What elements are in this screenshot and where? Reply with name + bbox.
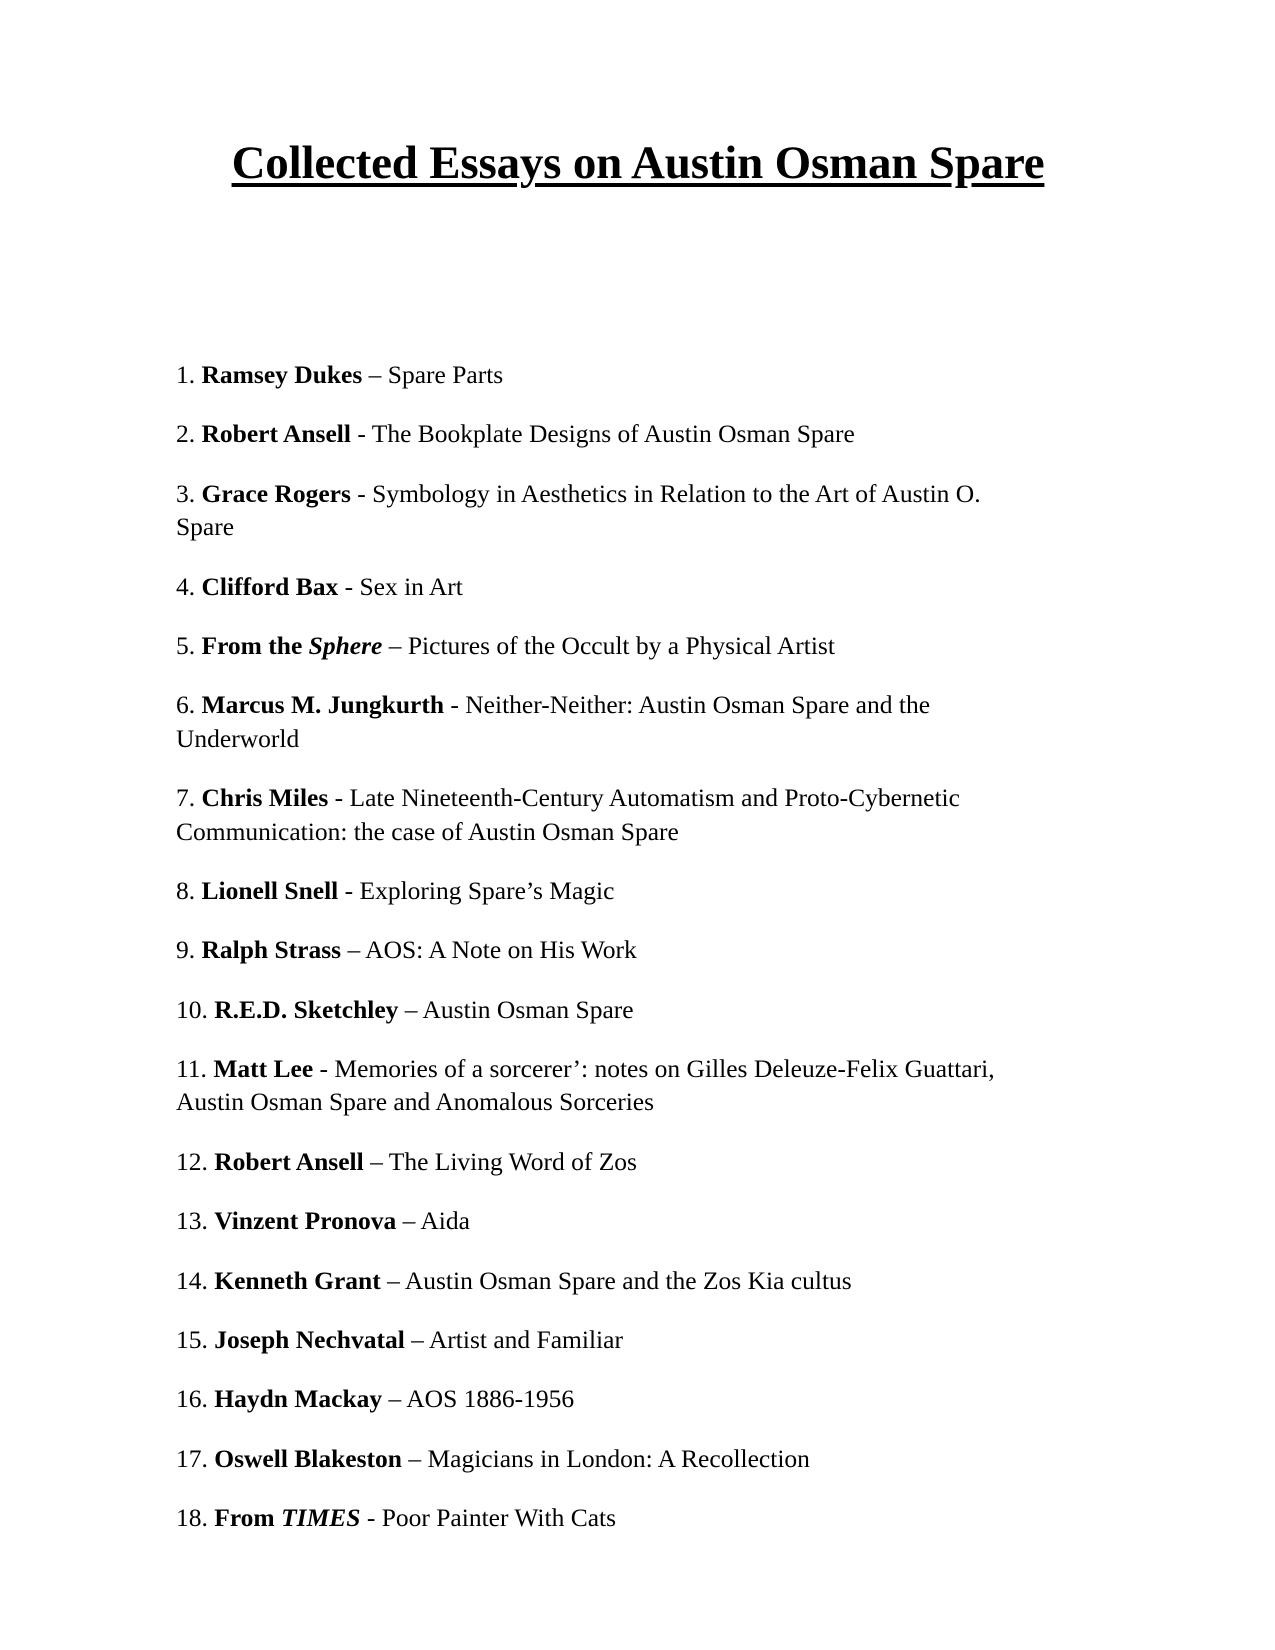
essay-list-item xyxy=(176,781,1024,848)
essay-title: Exploring Spare’s Magic xyxy=(359,875,615,905)
essay-author xyxy=(214,1266,380,1295)
essay-separator: - xyxy=(334,783,344,813)
essay-author-italic: TIMES xyxy=(281,1503,361,1533)
essay-list-item xyxy=(176,1145,1024,1178)
essay-title: Late Nineteenth-Century Automatism and Proto-Cybernetic Communication: the case of Austin Osman Spare xyxy=(176,783,960,846)
essay-author xyxy=(213,1054,313,1083)
essay-author xyxy=(214,1147,363,1176)
essay-title: Poor Painter With Cats xyxy=(381,1503,617,1533)
essay-list-item xyxy=(176,1501,1024,1534)
essay-list-item xyxy=(176,1323,1024,1356)
essay-number: 7. xyxy=(176,783,196,813)
essay-author xyxy=(214,1206,396,1235)
essay-title: Symbology in Aesthetics in Relation to the Art of Austin O. Spare xyxy=(176,478,981,542)
essay-separator: – xyxy=(408,1443,422,1473)
essay-author xyxy=(214,1384,382,1413)
essay-author xyxy=(202,419,351,448)
essay-list-item xyxy=(176,1052,1024,1119)
essay-separator: – xyxy=(388,630,402,660)
essay-title: The Bookplate Designs of Austin Osman Spare xyxy=(371,419,855,449)
essay-title: The Living Word of Zos xyxy=(388,1146,637,1176)
essay-list-item xyxy=(176,358,1024,391)
essay-list-item xyxy=(176,1204,1024,1237)
essay-separator: – xyxy=(347,935,361,965)
essay-author-text: Clifford Bax xyxy=(201,571,339,601)
essay-author-text: Chris Miles xyxy=(201,783,329,813)
essay-list-item xyxy=(176,1382,1024,1415)
essay-separator: – xyxy=(402,1206,416,1236)
essay-separator: - xyxy=(366,1503,376,1533)
essay-list-item xyxy=(176,417,1024,450)
essay-author xyxy=(202,360,363,389)
essay-author xyxy=(214,1325,405,1354)
essay-title: Artist and Familiar xyxy=(428,1325,623,1355)
essay-author xyxy=(202,479,351,508)
essay-author-text: Marcus M. Jungkurth xyxy=(201,690,445,720)
essay-number: 5. xyxy=(176,630,196,660)
essay-number: 4. xyxy=(176,571,196,601)
essay-author xyxy=(202,935,342,964)
essay-title: Neither-Neither: Austin Osman Spare and the Underworld xyxy=(176,690,931,753)
essay-author-text: From the xyxy=(201,630,309,660)
page-title-block xyxy=(184,132,1092,194)
essay-author xyxy=(202,631,383,660)
essay-author-text: Kenneth Grant xyxy=(214,1265,381,1295)
essay-list-item xyxy=(176,874,1024,907)
essay-author-text: Haydn Mackay xyxy=(214,1384,383,1414)
essay-author-italic: Sphere xyxy=(308,630,383,660)
essay-number: 9. xyxy=(176,935,196,965)
essay-separator: – xyxy=(411,1325,424,1355)
essay-author-text: Robert Ansell xyxy=(201,419,351,449)
essay-author-text: Oswell Blakeston xyxy=(214,1443,402,1473)
essay-number: 8. xyxy=(176,875,196,905)
essay-separator: – xyxy=(368,360,382,389)
essay-author-text: Vinzent Pronova xyxy=(214,1206,397,1236)
essay-author xyxy=(214,1444,402,1473)
essay-number: 1. xyxy=(176,360,196,389)
essay-separator: - xyxy=(357,478,366,508)
essay-list-item xyxy=(176,993,1024,1026)
essay-title: AOS: A Note on His Work xyxy=(365,935,637,965)
essay-separator: - xyxy=(357,419,366,449)
essay-author-text: From xyxy=(214,1503,282,1533)
essay-separator: - xyxy=(450,690,459,720)
essay-separator: - xyxy=(319,1054,329,1084)
essay-separator: – xyxy=(387,1265,400,1295)
essay-author xyxy=(214,995,398,1024)
essay-separator: – xyxy=(404,994,418,1024)
essay-author-text: Grace Rogers xyxy=(201,478,351,508)
essay-author xyxy=(202,783,329,812)
essay-list-item xyxy=(176,629,1024,662)
essay-author-text: R.E.D. Sketchley xyxy=(214,994,399,1024)
essay-number: 13. xyxy=(176,1206,208,1236)
essay-author-text: Robert Ansell xyxy=(214,1146,364,1176)
essay-list-item xyxy=(176,477,1024,544)
essay-list xyxy=(176,358,1024,1535)
essay-title: Sex in Art xyxy=(359,571,463,601)
essay-author xyxy=(214,1503,360,1532)
essay-number: 18. xyxy=(176,1503,208,1533)
essay-author xyxy=(202,876,339,905)
essay-title: Austin Osman Spare and the Zos Kia cultus xyxy=(404,1265,852,1295)
essay-author-text: Ralph Strass xyxy=(201,935,342,965)
essay-list-item xyxy=(176,570,1024,603)
essay-title: Pictures of the Occult by a Physical Artist xyxy=(407,630,835,660)
essay-number: 2. xyxy=(176,419,196,449)
essay-separator: – xyxy=(388,1384,402,1414)
essay-number: 10. xyxy=(176,994,208,1024)
page-title: Collected Essays on Austin Osman Spare xyxy=(231,137,1045,189)
essay-list-item xyxy=(176,933,1024,966)
essay-title: Memories of a sorcerer’: notes on Gilles Deleuze-Felix Guattari, Austin Osman Spare and Anomalous Sorceries xyxy=(176,1054,995,1117)
essay-number: 16. xyxy=(176,1384,208,1414)
essay-author-text: Ramsey Dukes xyxy=(201,360,363,389)
essay-author-text: Matt Lee xyxy=(213,1054,314,1084)
essay-number: 11. xyxy=(176,1054,207,1084)
essay-list-item xyxy=(176,1442,1024,1475)
essay-number: 6. xyxy=(176,690,196,720)
essay-separator: - xyxy=(344,875,354,905)
essay-number: 14. xyxy=(176,1265,208,1295)
essay-title: AOS 1886-1956 xyxy=(406,1384,575,1414)
essay-number: 3. xyxy=(176,478,196,508)
essay-author xyxy=(202,690,445,719)
essay-number: 17. xyxy=(176,1443,208,1473)
essay-list-item xyxy=(176,688,1024,755)
essay-author-text: Joseph Nechvatal xyxy=(214,1325,405,1355)
essay-title: Magicians in London: A Recollection xyxy=(427,1443,810,1473)
essay-title: Austin Osman Spare xyxy=(422,994,634,1024)
essay-title: Spare Parts xyxy=(387,360,504,389)
essay-author xyxy=(202,572,339,601)
essay-separator: – xyxy=(370,1146,383,1176)
essay-separator: - xyxy=(344,571,354,601)
essay-number: 15. xyxy=(176,1325,208,1355)
essay-number: 12. xyxy=(176,1146,208,1176)
essay-list-item xyxy=(176,1264,1024,1297)
essay-author-text: Lionell Snell xyxy=(201,875,339,905)
essay-title: Aida xyxy=(420,1206,470,1236)
